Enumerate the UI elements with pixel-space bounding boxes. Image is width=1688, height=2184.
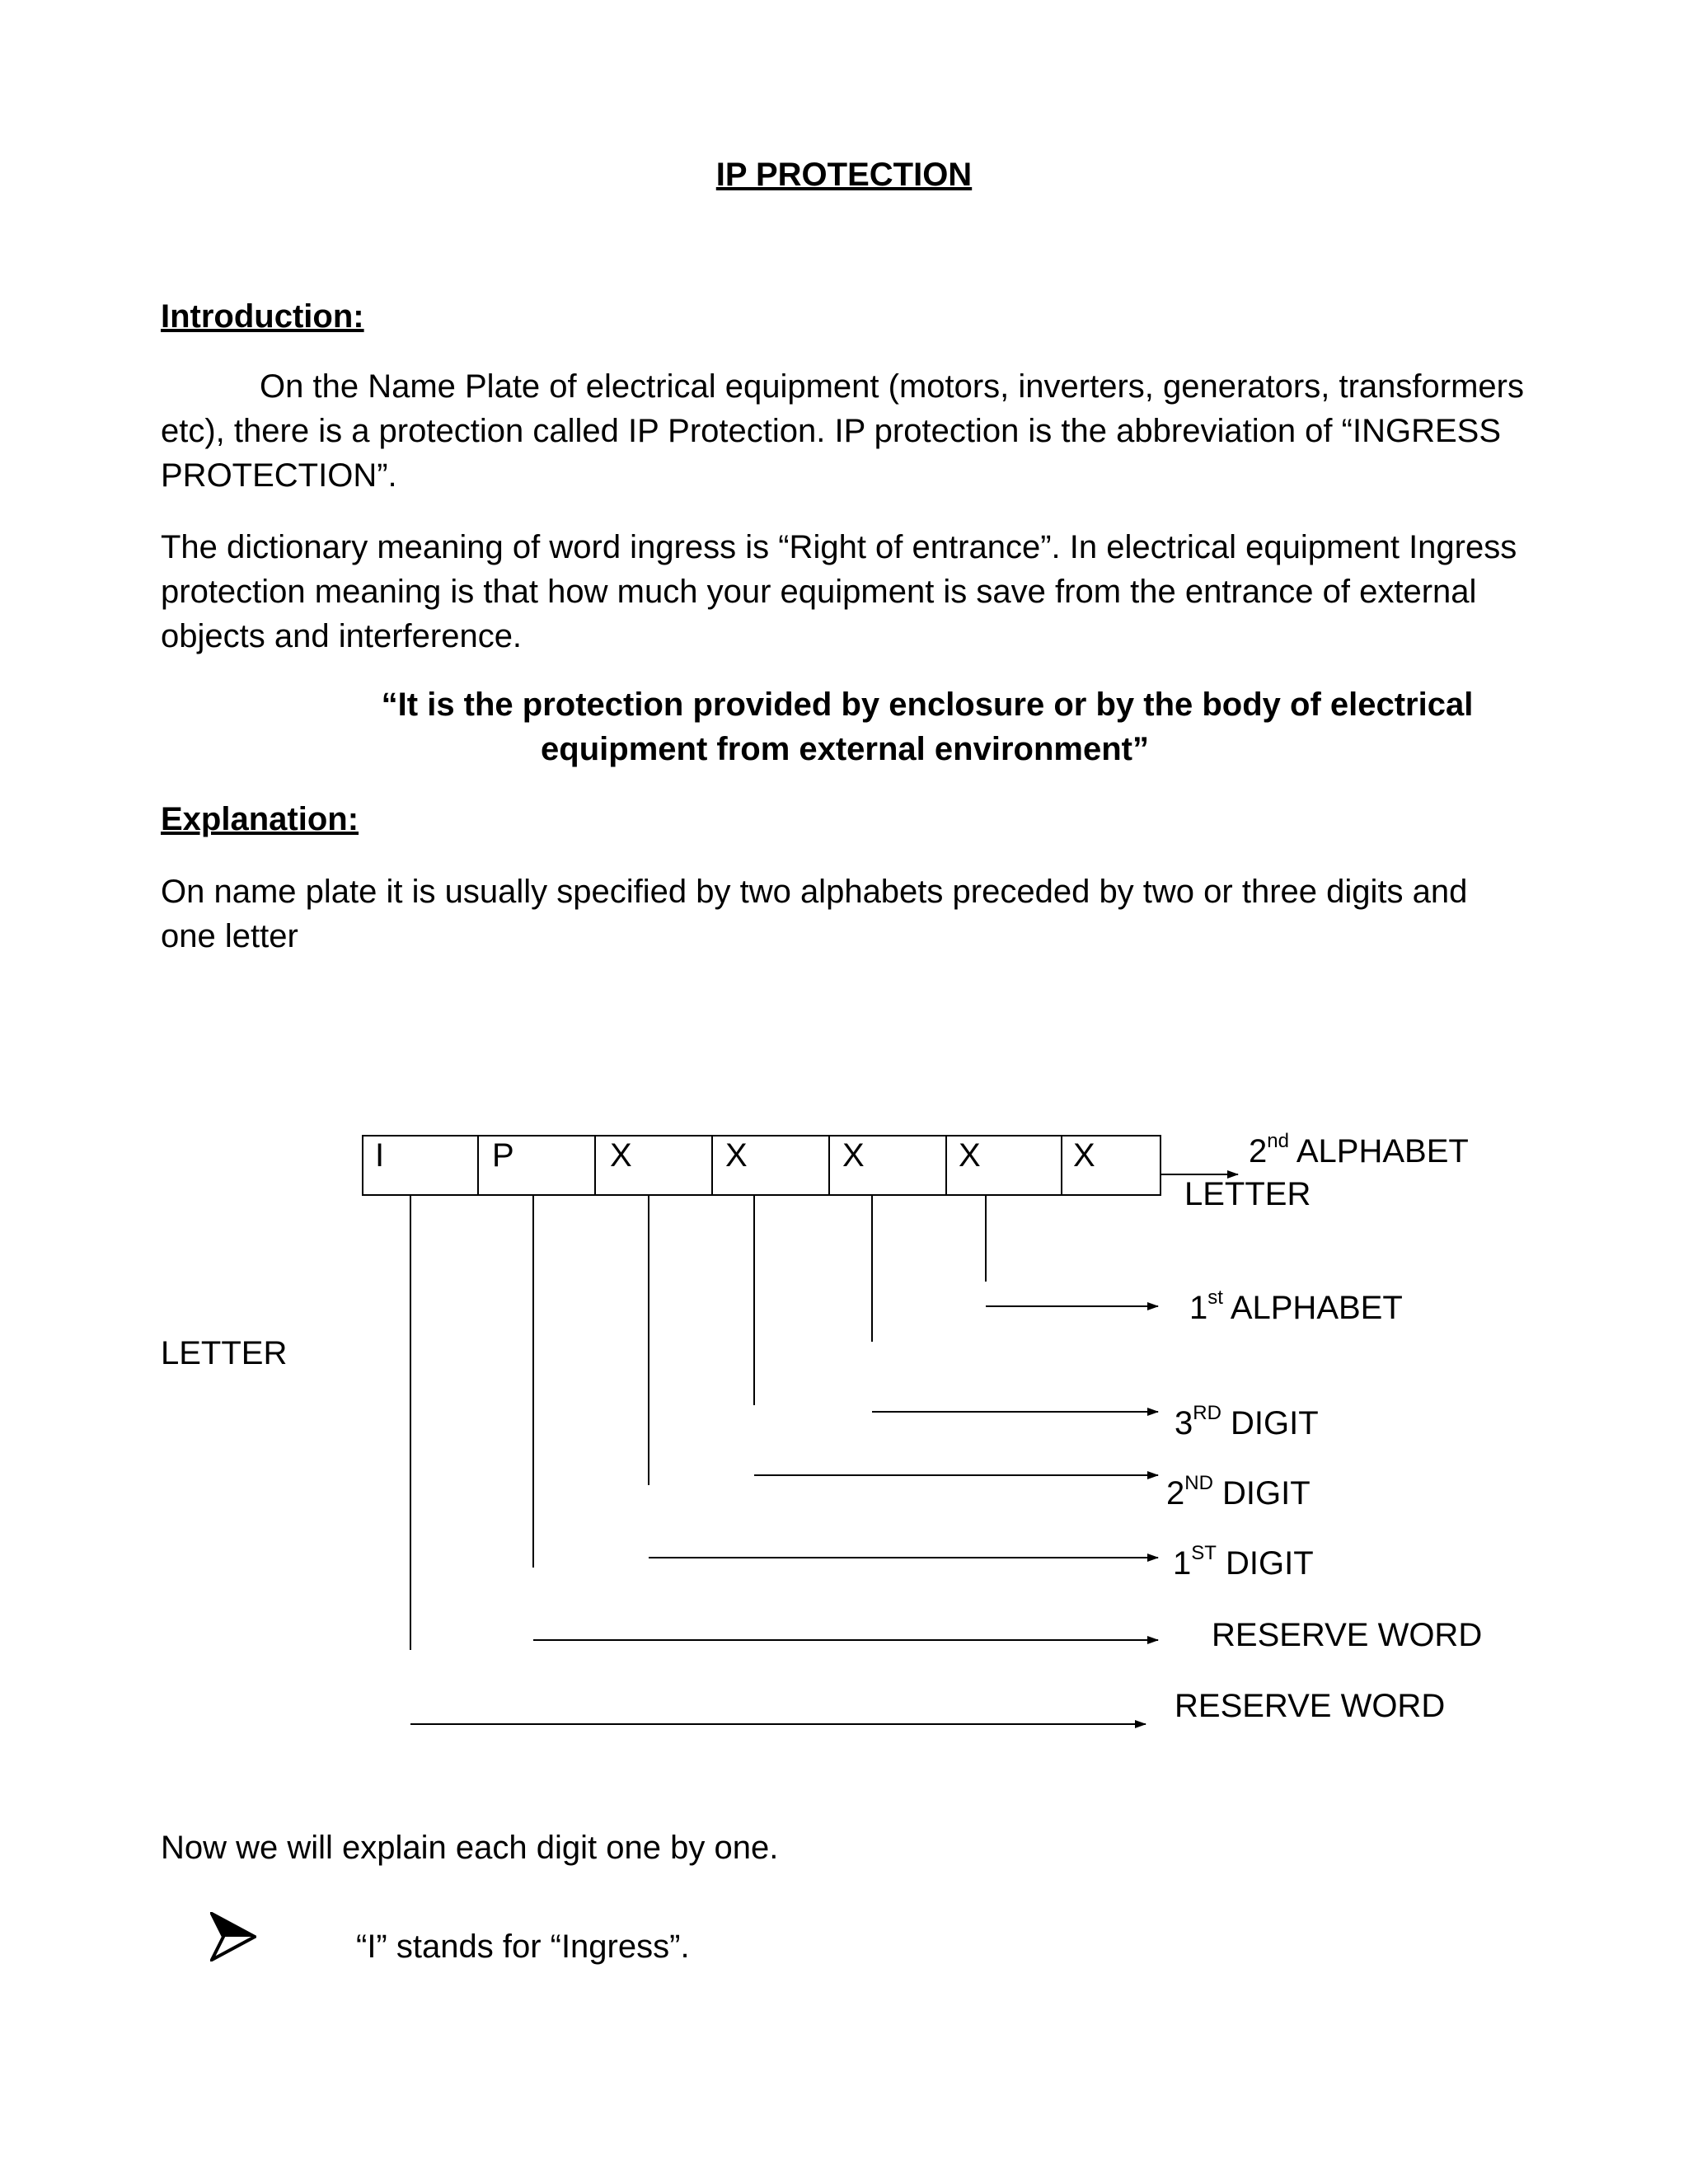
ip-code-box	[363, 1136, 1160, 1195]
label-reserve-word-i: RESERVE WORD	[1175, 1688, 1446, 1724]
cell-x1: X	[610, 1137, 632, 1174]
bullet-item-1: “I” stands for “Ingress”.	[356, 1929, 690, 1965]
label-alphabet-1: 1st ALPHABET	[1189, 1286, 1403, 1326]
label-digit-1: 1ST DIGIT	[1173, 1541, 1314, 1582]
explanation-heading: Explanation:	[161, 801, 359, 837]
quote-line-2: equipment from external environment”	[541, 731, 1149, 767]
label-digit-2: 2ND DIGIT	[1166, 1471, 1311, 1511]
cell-i: I	[375, 1137, 385, 1174]
cell-x4: X	[959, 1137, 981, 1174]
introduction-heading: Introduction:	[161, 298, 364, 335]
label-reserve-word-p: RESERVE WORD	[1212, 1617, 1483, 1653]
cell-x2: X	[725, 1137, 748, 1174]
label-alphabet-2-letter: LETTER	[1184, 1176, 1311, 1212]
page-title: IP PROTECTION	[715, 157, 973, 193]
arrowhead-bullet-icon	[210, 1912, 256, 1970]
explanation-paragraph: On name plate it is usually specified by two alphabets preceded by two or three digits and one letter	[161, 874, 1468, 954]
label-digit-3: 3RD DIGIT	[1175, 1401, 1319, 1441]
cell-x3: X	[842, 1137, 865, 1174]
intro-paragraph-1-text: On the Name Plate of electrical equipment (motors, inverters, generators, transformers etc), there is a protection called IP Protection. IP protection is the abbreviation of “INGRESS PROTECTION”.	[161, 368, 1524, 494]
cell-x5: X	[1073, 1137, 1095, 1174]
intro-paragraph-2: The dictionary meaning of word ingress is “Right of entrance”. In electrical equipment Ingress protection meaning is that how much your equipment is save from the entrance of external objects and interference.	[161, 529, 1517, 654]
cell-p: P	[492, 1137, 514, 1174]
closing-intro: Now we will explain each digit one by one.	[161, 1830, 779, 1866]
label-left-letter: LETTER	[161, 1335, 288, 1371]
label-alphabet-2: 2nd ALPHABET	[1249, 1129, 1469, 1169]
quote-line-1: “It is the protection provided by enclosure or by the body of electrical	[381, 687, 1474, 723]
